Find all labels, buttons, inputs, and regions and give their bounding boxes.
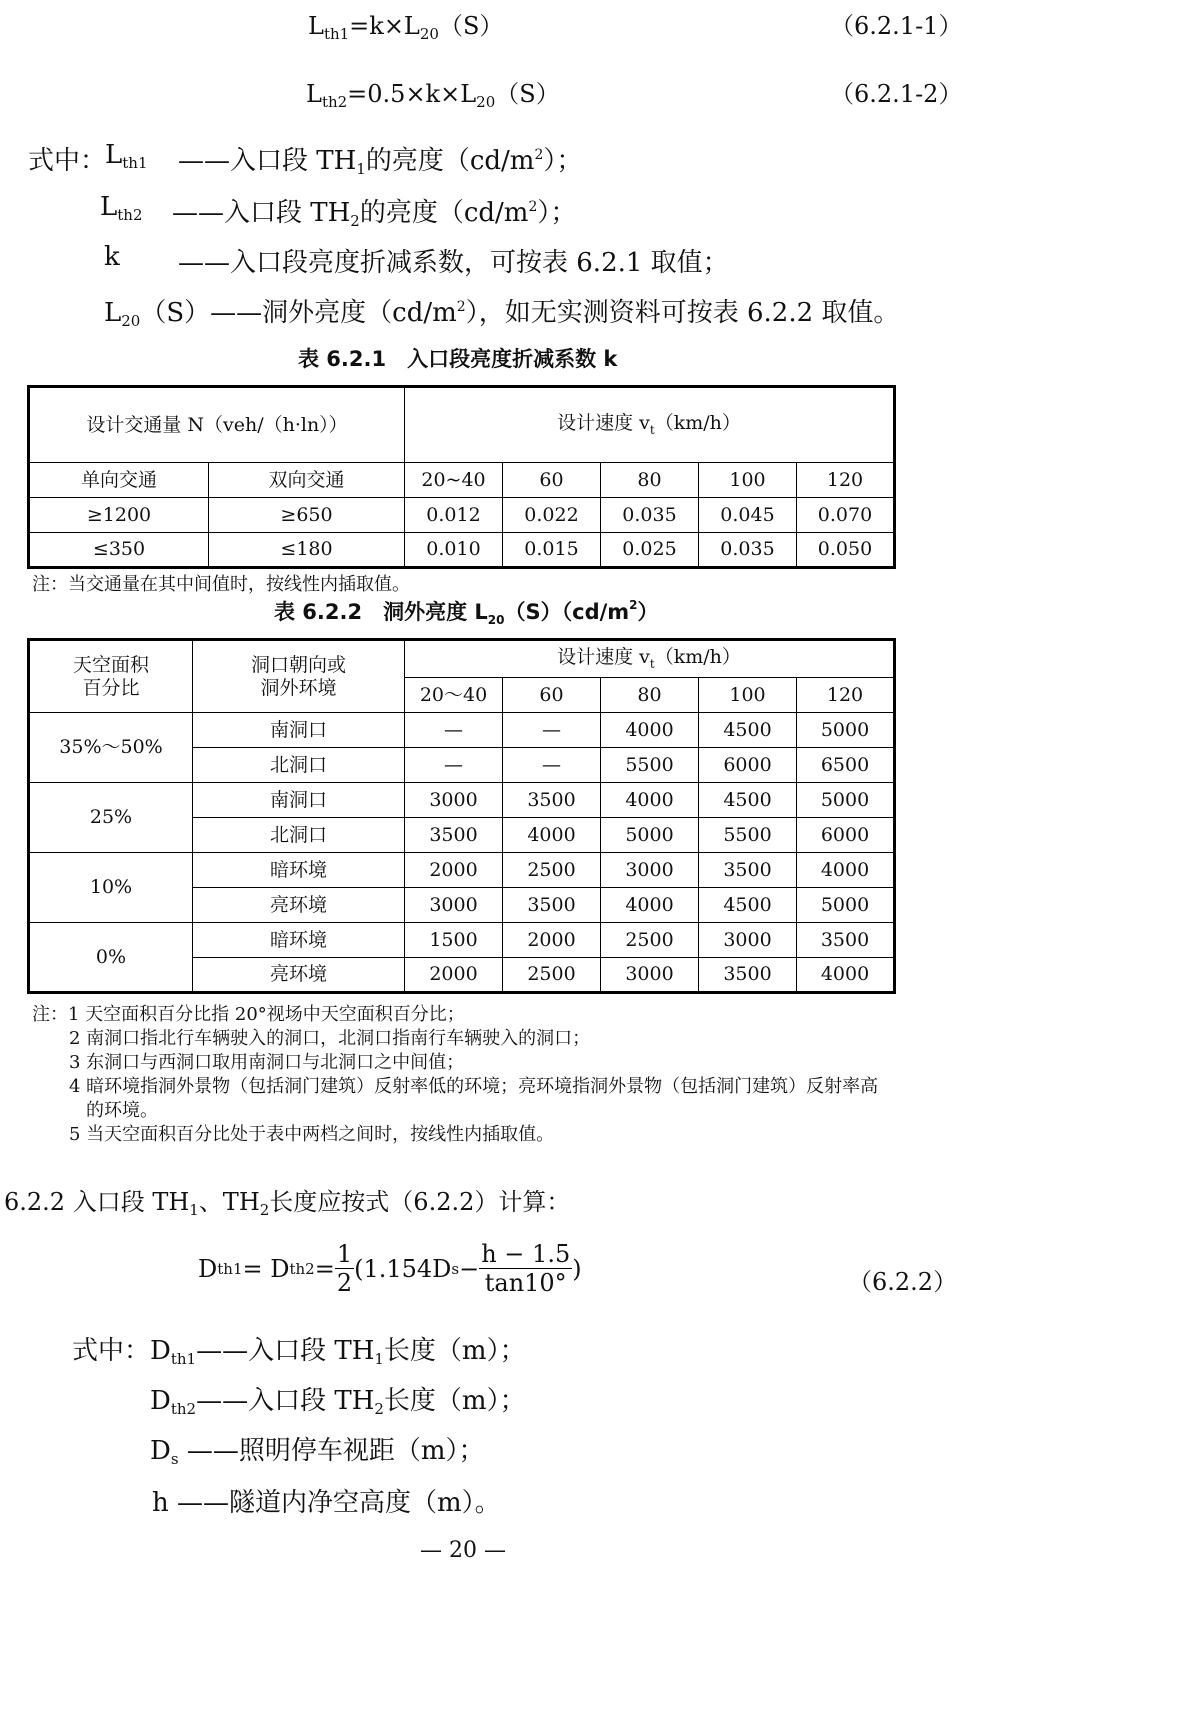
table-cell: 3000 (699, 923, 797, 958)
orientation-cell: 南洞口 (193, 713, 405, 748)
definition-ds: $D_s$ ——照明停车视距（m）； (150, 1436, 485, 1468)
table-cell: 5000 (797, 783, 895, 818)
orientation-cell: 南洞口 (193, 783, 405, 818)
orientation-cell: 亮环境 (193, 958, 405, 993)
table-row (29, 923, 895, 958)
table-6-2-1-note: 注：当交通量在其中间值时，按线性内插取值。 (32, 574, 410, 595)
sky-percentage-cell: 10% (29, 853, 193, 923)
definition-lth1-text: ——入口段 $TH_1$的亮度$(cd/m^2)$； (178, 146, 583, 178)
table-cell: 4000 (601, 783, 699, 818)
table-6-2-1 (27, 385, 896, 569)
table-cell: ≤180 (209, 533, 405, 568)
table-cell: 5000 (797, 888, 895, 923)
table-cell: ≥1200 (29, 498, 209, 533)
table-cell: 6500 (797, 748, 895, 783)
orientation-cell: 北洞口 (193, 818, 405, 853)
table-cell: — (405, 713, 503, 748)
table-row (29, 853, 895, 888)
table-cell: 4000 (503, 818, 601, 853)
table-6-2-2-note: 4 暗环境指洞外景物（包括洞门建筑）反射率低的环境；亮环境指洞外景物（包括洞门建筑）反射率高 (69, 1076, 879, 1097)
table-cell: 5000 (601, 818, 699, 853)
table-cell: 6000 (797, 818, 895, 853)
table-cell: 3000 (601, 958, 699, 993)
definition-lth1-symbol: $L_{th1}$ (105, 140, 148, 172)
table-cell: 2000 (405, 853, 503, 888)
header-speed: 100 (699, 678, 797, 713)
definition-l20-text: $L_{20}(S)——$洞外亮度$(cd/m^2)$，如无实测资料可按表 6.2.2 取值。 (104, 298, 900, 330)
table-cell: 3500 (503, 888, 601, 923)
header-speed: 120 (797, 678, 895, 713)
equation-6-2-1-1: $L_{th1}=k\times L_{20}(S)$ (308, 12, 504, 43)
header-traffic: 设计交通量 N（veh/（h·ln）） (29, 387, 405, 463)
table-cell: 3500 (699, 853, 797, 888)
table-row (29, 783, 895, 818)
definition-dth2: $D_{th2}——$入口段 $TH_2$长度（m）； (150, 1386, 526, 1418)
header-design-speed: 设计速度 $v_t(km/h)$ (405, 640, 895, 678)
definition-lth2-symbol: $L_{th2}$ (100, 192, 143, 224)
header-speed: 100 (699, 463, 797, 498)
table-cell: 4500 (699, 713, 797, 748)
equation-number-6-2-2: （6.2.2） (848, 1268, 958, 1296)
table-cell: — (405, 748, 503, 783)
table-cell: 4000 (601, 888, 699, 923)
table-cell: 5500 (601, 748, 699, 783)
table-cell: 2000 (405, 958, 503, 993)
table-cell: 0.050 (797, 533, 895, 568)
orientation-cell: 亮环境 (193, 888, 405, 923)
header-speed: 20~40 (405, 463, 503, 498)
table-cell: 3000 (601, 853, 699, 888)
definition-lth2-text: ——入口段 $TH_2$的亮度$(cd/m^2)$； (172, 198, 577, 230)
table-6-2-2 (27, 638, 896, 994)
definition-dth1: $D_{th1}——$入口段 $TH_1$长度（m）； (150, 1336, 526, 1368)
section-6-2-2-heading: 6.2.2 入口段 $TH_1$、$TH_2$长度应按式（6.2.2）计算： (4, 1188, 571, 1219)
definitions-prefix: 式中： (28, 146, 107, 176)
header-speed: 60 (503, 678, 601, 713)
sky-percentage-cell: 0% (29, 923, 193, 993)
page-number: — 20 — (420, 1538, 506, 1563)
equation-6-2-1-2: $L_{th2}=0.5\times k\times L_{20}(S)$ (306, 80, 560, 111)
sky-percentage-cell: 25% (29, 783, 193, 853)
table-6-2-2-note: 5 当天空面积百分比处于表中两档之间时，按线性内插取值。 (69, 1124, 555, 1145)
table-cell: — (503, 748, 601, 783)
table-cell: 0.022 (503, 498, 601, 533)
table-cell: 1500 (405, 923, 503, 958)
table-cell: 5500 (699, 818, 797, 853)
table-cell: 4000 (797, 853, 895, 888)
equation-6-2-2: D th1 = D th2 = $\frac{1}{2}$ (1.154D s − $\frac{h - 1.5}{\tan 10^\circ}$ ) (198, 1240, 582, 1297)
table-cell: 0.035 (699, 533, 797, 568)
table-cell: 0.015 (503, 533, 601, 568)
orientation-cell: 暗环境 (193, 853, 405, 888)
header-speed: 80 (601, 678, 699, 713)
table-cell: 2500 (503, 853, 601, 888)
table-cell: 3500 (797, 923, 895, 958)
table-6-2-1-caption: 表 6.2.1 入口段亮度折减系数 k (298, 347, 618, 371)
equation-number-6-2-1-2: （6.2.1-2） (830, 80, 963, 108)
table-cell: 0.045 (699, 498, 797, 533)
table-cell: 4000 (601, 713, 699, 748)
table-cell: 3000 (405, 783, 503, 818)
header-speed: 20～40 (405, 678, 503, 713)
table-cell: — (503, 713, 601, 748)
definition-k-symbol: k (104, 242, 120, 272)
table-row (29, 533, 895, 568)
orientation-cell: 北洞口 (193, 748, 405, 783)
header-design-speed: 设计速度 $v_t(km/h)$ (405, 387, 895, 463)
header-speed: 120 (797, 463, 895, 498)
sky-percentage-cell: 35%～50% (29, 713, 193, 783)
table-cell: 5000 (797, 713, 895, 748)
table-6-2-2-note: 的环境。 (86, 1100, 158, 1121)
table-cell: 3500 (405, 818, 503, 853)
table-cell: 6000 (699, 748, 797, 783)
orientation-cell: 暗环境 (193, 923, 405, 958)
table-cell: 3500 (699, 958, 797, 993)
equation-number-6-2-1-1: （6.2.1-1） (830, 12, 963, 40)
table-cell: 2500 (601, 923, 699, 958)
definition-k-text: ——入口段亮度折减系数，可按表 6.2.1 取值； (178, 248, 729, 278)
table-row (29, 713, 895, 748)
table-cell: 2500 (503, 958, 601, 993)
header-one-way: 单向交通 (29, 463, 209, 498)
table-cell: 0.070 (797, 498, 895, 533)
header-speed: 80 (601, 463, 699, 498)
table-6-2-2-note: 3 东洞口与西洞口取用南洞口与北洞口之中间值； (69, 1052, 465, 1073)
table-cell: 0.035 (601, 498, 699, 533)
header-speed: 60 (503, 463, 601, 498)
table-6-2-2-caption: 表 6.2.2 洞外亮度 $L_{20}(S)(cd/m^2)$ (274, 598, 659, 627)
table-cell: ≥650 (209, 498, 405, 533)
definition-h: h ——隧道内净空高度（m）。 (152, 1488, 501, 1518)
table-6-2-2-note: 注：1 天空面积百分比指 20°视场中天空面积百分比； (32, 1004, 465, 1025)
header-sky-percentage: 天空面积 百分比 (29, 640, 193, 713)
table-6-2-2-note: 2 南洞口指北行车辆驶入的洞口，北洞口指南行车辆驶入的洞口； (69, 1028, 591, 1049)
table-cell: 0.010 (405, 533, 503, 568)
fraction-height-over-tan: $\frac{h - 1.5}{\tan 10^\circ}$ (481, 1240, 571, 1297)
table-cell: 2000 (503, 923, 601, 958)
table-cell: 4000 (797, 958, 895, 993)
fraction-one-half: $\frac{1}{2}$ (336, 1240, 353, 1297)
table-cell: 3500 (503, 783, 601, 818)
table-cell: ≤350 (29, 533, 209, 568)
table-cell: 0.012 (405, 498, 503, 533)
table-cell: 0.025 (601, 533, 699, 568)
table-cell: 3000 (405, 888, 503, 923)
header-two-way: 双向交通 (209, 463, 405, 498)
definitions-prefix: 式中： (72, 1336, 151, 1366)
table-cell: 4500 (699, 888, 797, 923)
header-portal-orientation: 洞口朝向或 洞外环境 (193, 640, 405, 713)
table-row (29, 498, 895, 533)
table-cell: 4500 (699, 783, 797, 818)
